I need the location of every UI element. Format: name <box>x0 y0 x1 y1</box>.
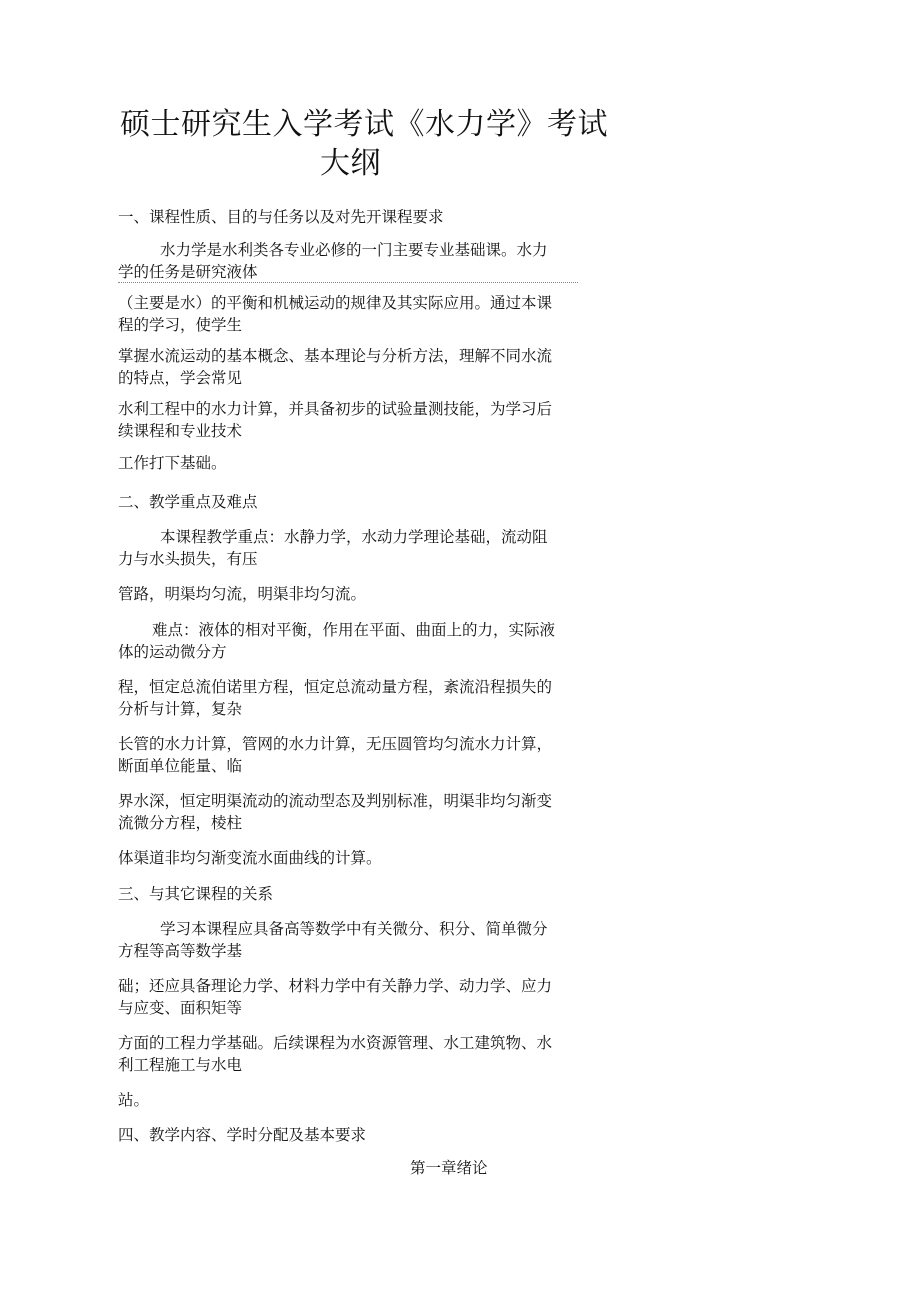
section-1-heading: 一、课程性质、目的与任务以及对先开课程要求 <box>118 208 444 226</box>
paragraph-line: 力与水头损失，有压 <box>118 550 258 568</box>
paragraph-line: 与应变、面积矩等 <box>118 999 243 1017</box>
section-3-heading: 三、与其它课程的关系 <box>118 885 274 903</box>
dotted-divider <box>118 282 578 283</box>
paragraph-line: 难点：液体的相对平衡，作用在平面、曲面上的力，实际液 <box>152 621 556 639</box>
paragraph-line: 体的运动微分方 <box>118 643 227 661</box>
section-2-heading: 二、教学重点及难点 <box>118 493 258 511</box>
paragraph-line: 站。 <box>118 1091 150 1109</box>
paragraph-line: 程的学习，使学生 <box>118 316 243 334</box>
paragraph-line: 利工程施工与水电 <box>118 1056 243 1074</box>
section-4-heading: 四、教学内容、学时分配及基本要求 <box>118 1126 367 1144</box>
paragraph-line: （主要是水）的平衡和机械运动的规律及其实际应用。通过本课 <box>118 294 553 312</box>
document-title-line-1: 硕士研究生入学考试《水力学》考试 <box>120 107 608 142</box>
chapter-1-heading: 第一章绪论 <box>410 1159 488 1177</box>
paragraph-line: 程，恒定总流伯诺里方程，恒定总流动量方程，紊流沿程损失的 <box>118 678 553 696</box>
paragraph-line: 管路，明渠均匀流，明渠非均匀流。 <box>118 585 367 603</box>
paragraph-line: 界水深，恒定明渠流动的流动型态及判别标准，明渠非均匀渐变 <box>118 792 553 810</box>
paragraph-line: 流微分方程，棱柱 <box>118 814 243 832</box>
paragraph-line: 方面的工程力学基础。后续课程为水资源管理、水工建筑物、水 <box>118 1034 553 1052</box>
document-title-line-2: 大纲 <box>320 146 381 181</box>
paragraph-line: 水利工程中的水力计算，并具备初步的试验量测技能，为学习后 <box>118 400 553 418</box>
paragraph-line: 方程等高等数学基 <box>118 942 243 960</box>
paragraph-line: 本课程教学重点：水静力学，水动力学理论基础，流动阻 <box>160 528 548 546</box>
paragraph-line: 体渠道非均匀渐变流水面曲线的计算。 <box>118 849 382 867</box>
paragraph-line: 掌握水流运动的基本概念、基本理论与分析方法，理解不同水流 <box>118 347 553 365</box>
paragraph-line: 水力学是水利类各专业必修的一门主要专业基础课。水力 <box>160 241 548 259</box>
paragraph-line: 断面单位能量、临 <box>118 757 243 775</box>
paragraph-line: 工作打下基础。 <box>118 454 227 472</box>
paragraph-line: 长管的水力计算，管网的水力计算，无压圆管均匀流水力计算， <box>118 735 553 753</box>
paragraph-line: 学习本课程应具备高等数学中有关微分、积分、简单微分 <box>160 920 548 938</box>
paragraph-line: 续课程和专业技术 <box>118 422 243 440</box>
paragraph-line: 学的任务是研究液体 <box>118 263 258 281</box>
paragraph-line: 的特点，学会常见 <box>118 369 243 387</box>
paragraph-line: 础；还应具备理论力学、材料力学中有关静力学、动力学、应力 <box>118 977 553 995</box>
paragraph-line: 分析与计算，复杂 <box>118 700 243 718</box>
